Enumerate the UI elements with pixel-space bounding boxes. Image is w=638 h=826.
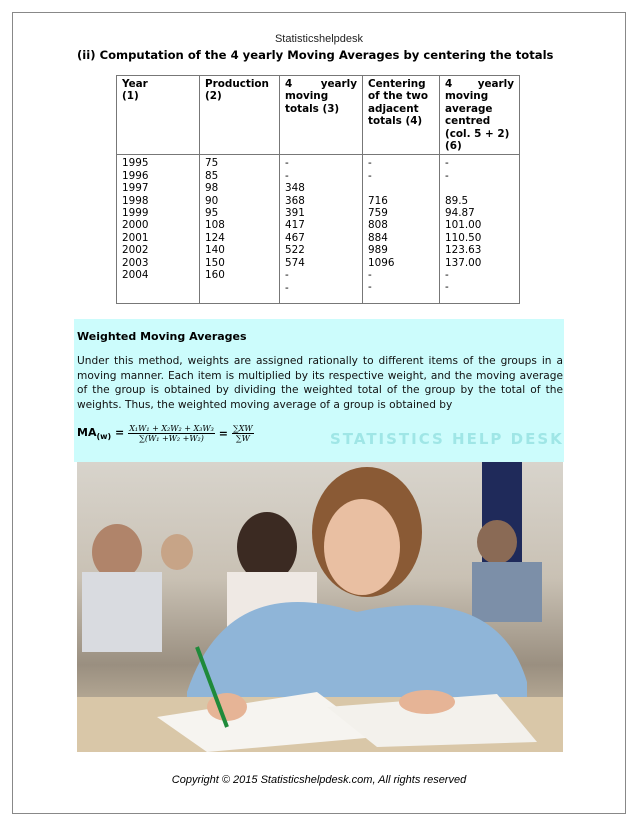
- column-header: [280, 76, 363, 155]
- formula-lhs: MA: [77, 425, 97, 439]
- table-cell: 1995: [122, 157, 149, 170]
- table-cell: -: [285, 157, 289, 170]
- table-cell: 140: [205, 244, 225, 257]
- header-line: totals (4): [368, 115, 423, 128]
- fraction-1: [128, 424, 215, 443]
- table-cell: 101.00: [445, 219, 482, 232]
- page-header: Statisticshelpdesk: [274, 33, 364, 45]
- table-cell: 417: [285, 219, 305, 232]
- table-cell: 808: [368, 219, 388, 232]
- table-cell: 110.50: [445, 231, 482, 244]
- table-cell: 716: [368, 194, 388, 207]
- moving-average-table: [116, 75, 520, 304]
- section-title: (ii) Computation of the 4 yearly Moving Averages by centering the totals: [77, 48, 554, 62]
- table-cell: 75: [205, 157, 219, 170]
- table-cell: 98: [205, 182, 219, 195]
- students-exam-photo: [77, 462, 563, 752]
- table-cell: 348: [285, 182, 305, 195]
- formula: $MA_{(w)}$ = $\frac{\text{X₁W₁ + X₂W₂ + X₃W₃}}{\text{∑(W₁ +W₂ +W₂)}}$ = $\frac{\sum XW}{\sum W}$: [77, 424, 253, 443]
- table-cell: 1999: [122, 207, 149, 220]
- table-cell: [445, 182, 514, 194]
- numerator-2: ∑XW: [233, 424, 253, 433]
- column-cells: [363, 155, 440, 304]
- table-cell: 85: [205, 169, 219, 182]
- table-cell: 108: [205, 219, 225, 232]
- table-cell: 759: [368, 207, 388, 220]
- table-cell: 1998: [122, 194, 149, 207]
- table-cell: 160: [205, 269, 225, 282]
- table-cell: 574: [285, 256, 305, 269]
- table-cell: -: [285, 269, 289, 282]
- header-line: of the two: [368, 90, 429, 103]
- formula-sub: (w): [96, 432, 112, 442]
- table-cell: 2001: [122, 231, 149, 244]
- table-cell: 94.87: [445, 207, 475, 220]
- column-cells: [280, 155, 363, 304]
- header-line: average: [445, 102, 493, 115]
- table-cell: 884: [368, 231, 388, 244]
- fraction-2: [232, 424, 254, 443]
- header-line: (2): [205, 90, 222, 103]
- header-line: 4 yearly: [445, 78, 514, 90]
- header-line: 4 yearly: [285, 78, 357, 90]
- table-cell: 90: [205, 194, 219, 207]
- table-cell: 391: [285, 207, 305, 220]
- table-cell: [368, 182, 434, 194]
- header-line: Year: [122, 78, 148, 90]
- header-line: Centering: [368, 78, 426, 90]
- table-cell: 1997: [122, 182, 149, 195]
- table-cell: 124: [205, 231, 225, 244]
- header-line: moving: [445, 90, 489, 103]
- table-cell: -: [368, 157, 372, 170]
- table-cell: 2002: [122, 244, 149, 257]
- table-cell: 368: [285, 194, 305, 207]
- table-cell: 137.00: [445, 256, 482, 269]
- table-cell: 2003: [122, 256, 149, 269]
- table-cell: 989: [368, 244, 388, 257]
- table-cell: 1996: [122, 169, 149, 182]
- column-cells: [440, 155, 520, 304]
- header-line: moving: [285, 90, 329, 103]
- table-cell: 2000: [122, 219, 149, 232]
- header-line: centred: [445, 115, 491, 128]
- header-line: (6): [445, 140, 462, 153]
- table-cell: -: [445, 157, 449, 170]
- column-header: [440, 76, 520, 155]
- denominator-2: ∑W: [235, 434, 250, 443]
- header-line: adjacent: [368, 102, 419, 115]
- watermark: STATISTICS HELP DESK: [330, 430, 564, 448]
- column-header: [117, 76, 200, 155]
- table-cell: -: [445, 269, 449, 282]
- table-cell: -: [368, 281, 372, 294]
- column-cells: [200, 155, 280, 304]
- table-cell: 467: [285, 231, 305, 244]
- weighted-paragraph: Under this method, weights are assigned rationally to different items of the groups in a moving manner. Each item is multiplied by its respective weight, and the moving average of the group is obtained by dividing the weighted total of the group by the total of the weights. Thus, the weighted moving average of a group is obtained by: [77, 355, 563, 411]
- table-cell: -: [368, 269, 372, 282]
- table-cell: 1096: [368, 256, 395, 269]
- header-line: (col. 5 + 2): [445, 127, 510, 140]
- header-line: Production: [205, 78, 269, 90]
- table-cell: 2004: [122, 269, 149, 282]
- table-cell: -: [285, 169, 289, 182]
- table-cell: 150: [205, 256, 225, 269]
- weighted-title: Weighted Moving Averages: [77, 330, 247, 343]
- header-line: totals (3): [285, 102, 340, 115]
- numerator: X₁W₁ + X₂W₂ + X₃W₃: [129, 424, 214, 433]
- table-cell: -: [285, 281, 289, 294]
- denominator: ∑(W₁ +W₂ +W₂): [139, 434, 204, 443]
- column-header: [200, 76, 280, 155]
- table-cell: 123.63: [445, 244, 482, 257]
- table-cell: -: [445, 281, 449, 294]
- table-cell: 89.5: [445, 194, 469, 207]
- column-header: [363, 76, 440, 155]
- copyright-footer: Copyright © 2015 Statisticshelpdesk.com, All rights reserved: [171, 774, 467, 786]
- header-line: (1): [122, 90, 139, 103]
- table-cell: 95: [205, 207, 219, 220]
- column-cells: [117, 155, 200, 304]
- table-cell: -: [445, 169, 449, 182]
- table-cell: -: [368, 169, 372, 182]
- table-cell: 522: [285, 244, 305, 257]
